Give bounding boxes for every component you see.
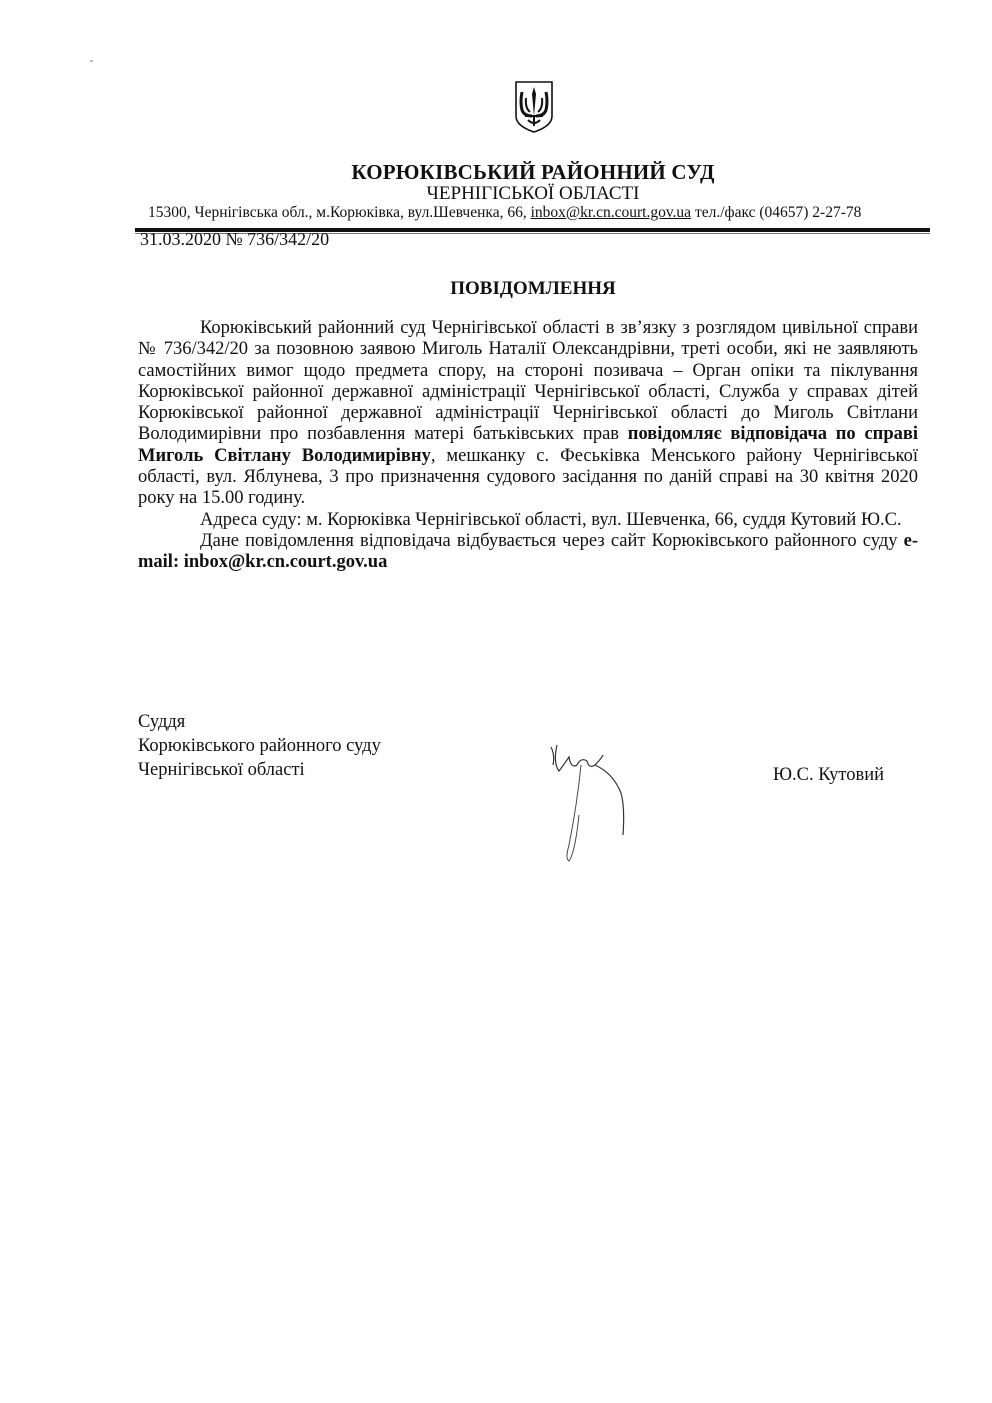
court-address-line [148, 204, 861, 222]
court-email-link[interactable]: inbox@kr.cn.court.gov.ua [530, 204, 692, 221]
paragraph-text: , мешканку с. Феськівка Менського району Чернігівської області, вул. Яблунева, 3 про призначення судового засідання по даній справі на 30 квітня 2020 року на 15.00 годину. [138, 445, 918, 509]
court-name: КОРЮКІВСЬКИЙ РАЙОННИЙ СУД [351, 160, 715, 184]
document-title: ПОВІДОМЛЕННЯ [450, 278, 616, 299]
document-body [138, 318, 918, 574]
trident-coat-of-arms-icon [513, 80, 555, 134]
paragraph-text: Корюківський районний суд Чернігівської області в зв’язку з розглядом цивільної справи № 736/342/20 за позовною заявою Миголь Наталії Олександрівни, треті особи, які не заявляють самостійних вимог щодо предмета спору, на стороні позивача – Орган опіки та піклування Корюківської районної державної адміністрації Чернігівської області, Служба у справах дітей Корюківської районної державної адміністрації Чернігівської області до Миголь Світлани Володимирівни про позбавлення матері батьківських прав [138, 318, 918, 445]
signer-name: Ю.С. Кутовий [773, 765, 885, 785]
paragraph-text: Дане повідомлення відповідача відбувається через сайт Корюківського районного суду [200, 530, 904, 551]
paragraph-bold-text: повідомляє відповідача по справі Миголь Світлану Володимирівну [138, 424, 918, 466]
body-paragraph-1 [138, 318, 918, 510]
scan-speck [90, 60, 93, 62]
body-paragraph-2: Адреса суду: м. Корюківка Чернігівської області, вул. Шевченка, 66, суддя Кутовий Ю.С. [200, 509, 902, 530]
phone-fax-text: тел./факс (04657) 2-27-78 [691, 204, 862, 221]
signatory-line-2: Корюківського районного суду [138, 736, 381, 756]
document-reference: 31.03.2020 № 736/342/20 [140, 229, 330, 249]
signatory-line-3: Чернігівської області [138, 760, 305, 780]
address-text: 15300, Чернігівська обл., м.Корюківка, вул.Шевченка, 66, [148, 204, 531, 221]
handwritten-signature-icon [543, 735, 663, 865]
court-email-bold: e-mail: inbox@kr.cn.court.gov.ua [138, 530, 918, 573]
signatory-line-1: Суддя [138, 712, 186, 732]
court-region: ЧЕРНІГІСЬКОЇ ОБЛАСТІ [426, 183, 640, 204]
signatory-title [138, 710, 381, 782]
body-paragraph-3 [138, 531, 918, 574]
